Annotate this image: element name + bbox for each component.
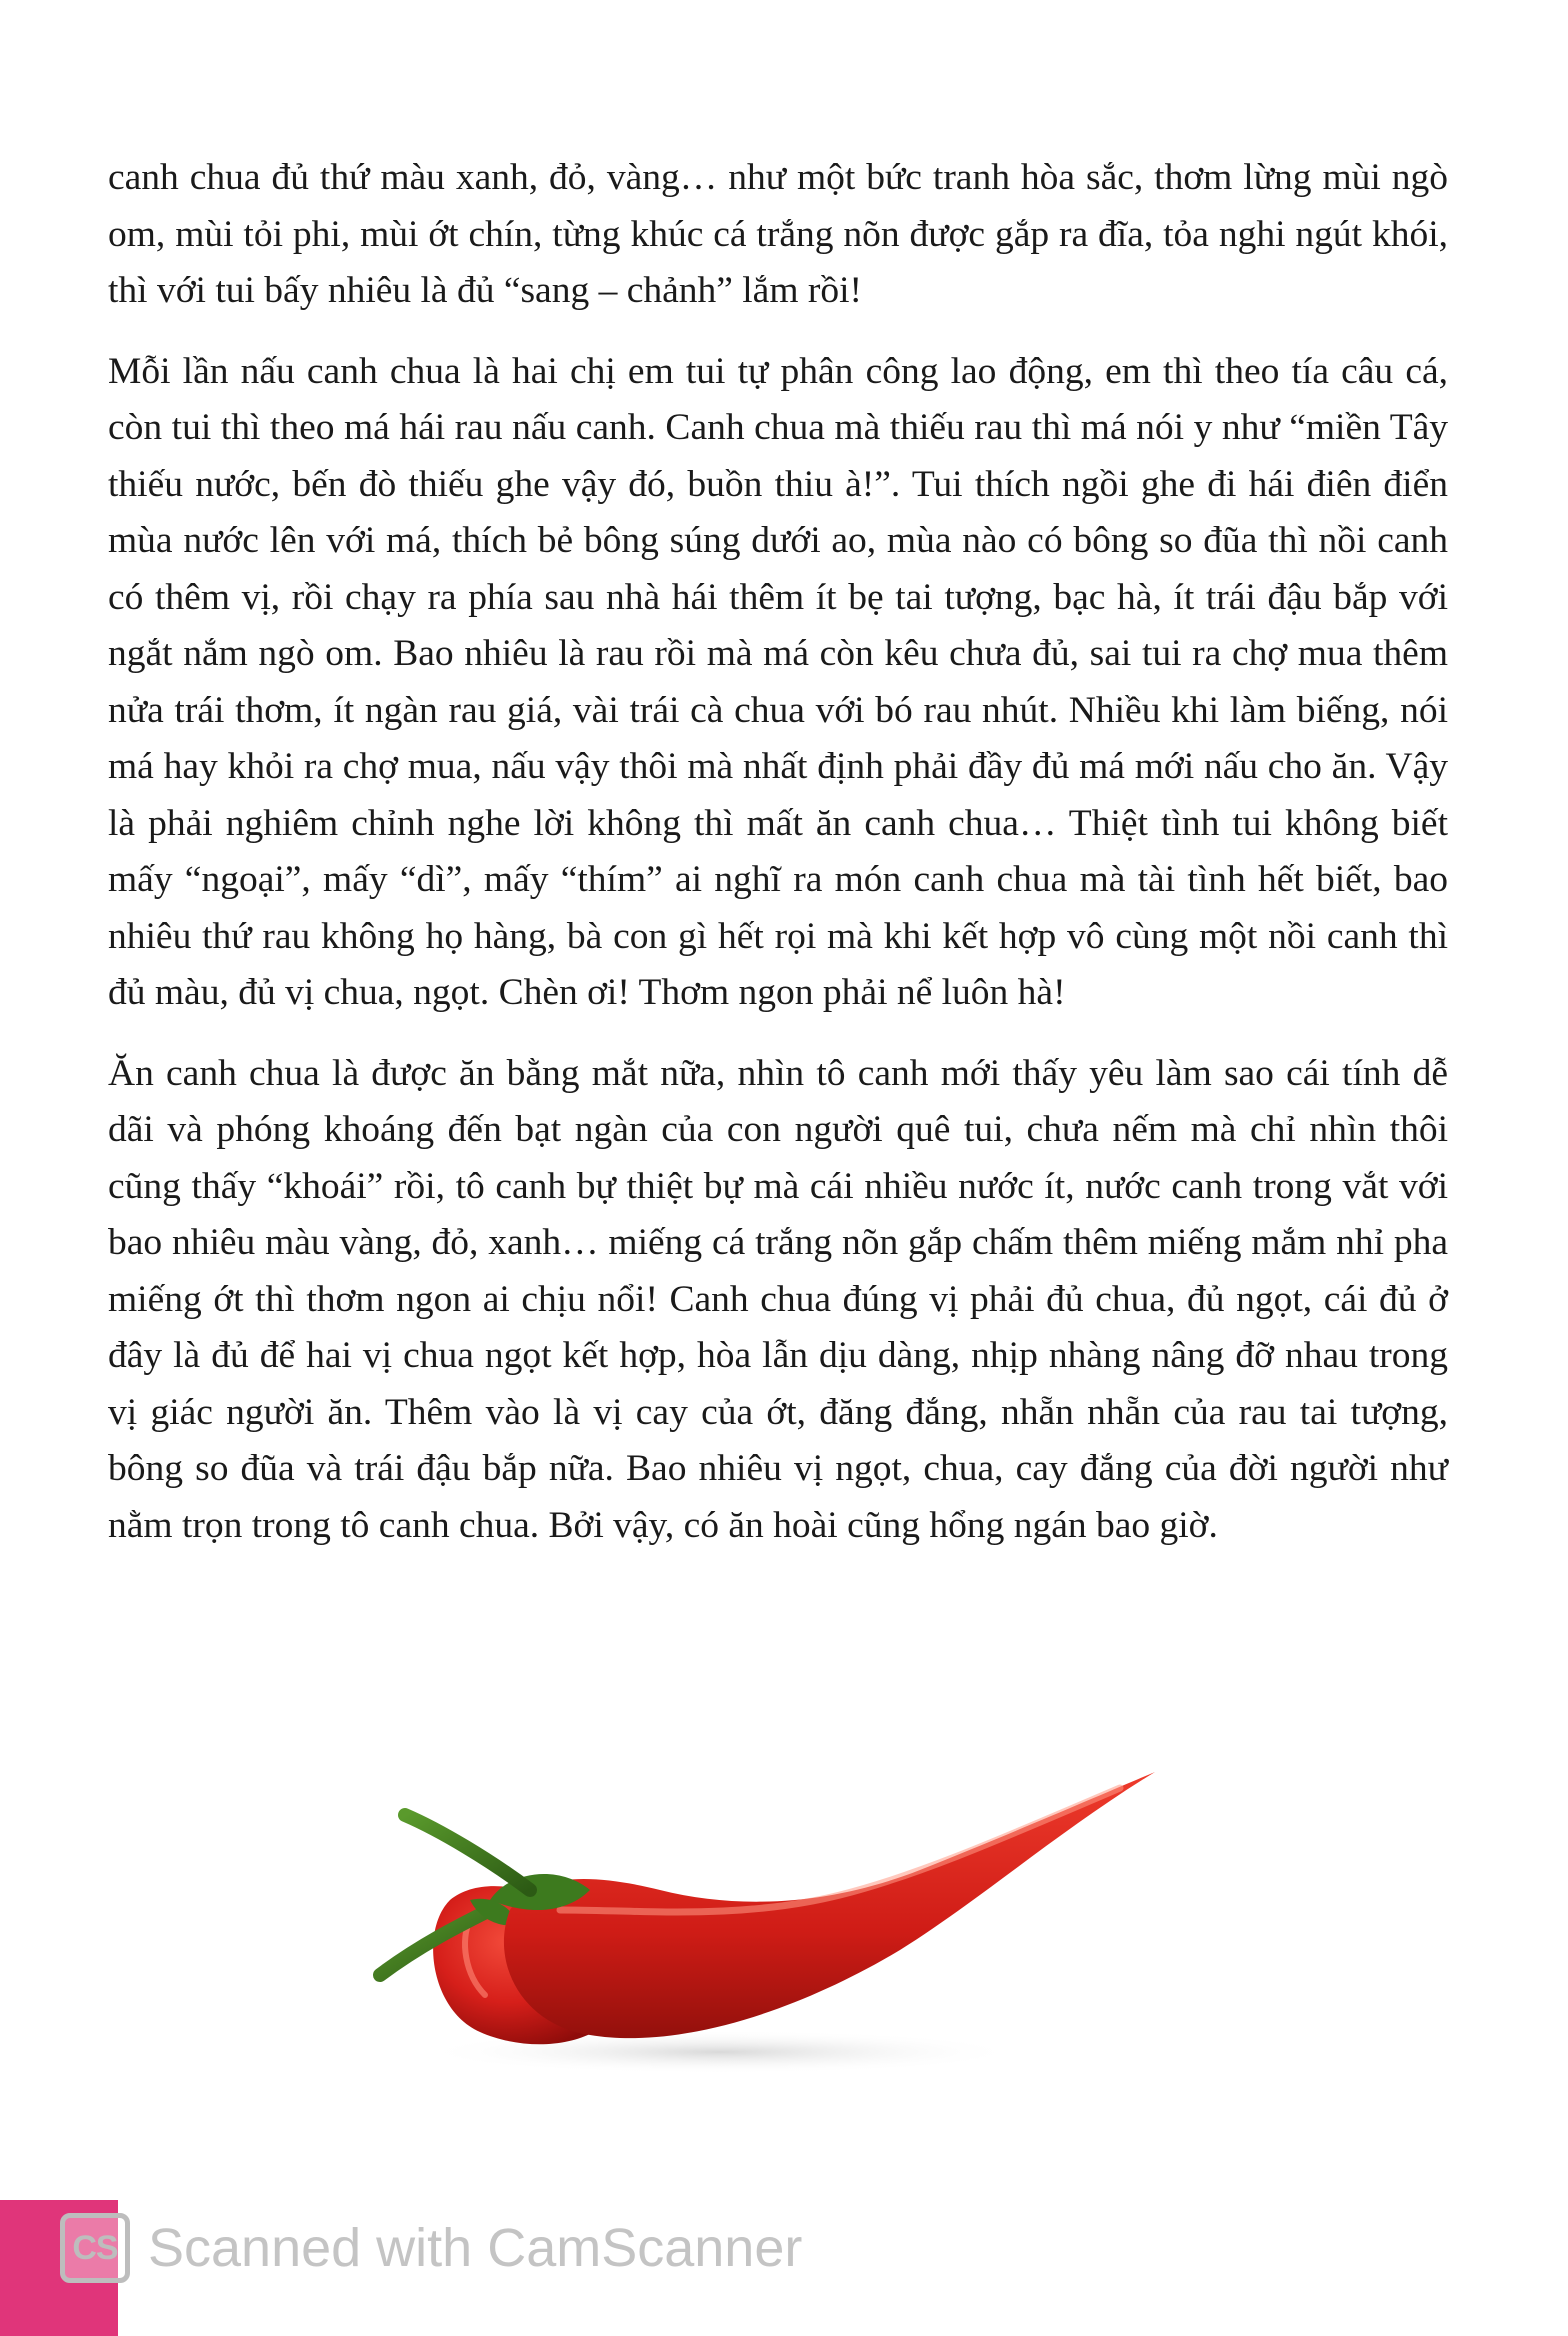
body-text — [108, 150, 1448, 1578]
paragraph-1: canh chua đủ thứ màu xanh, đỏ, vàng… như một bức tranh hòa sắc, thơm lừng mùi ngò om, mùi tỏi phi, mùi ớt chín, từng khúc cá trắng nõn được gắp ra đĩa, tỏa nghi ngút khói, thì với tui bấy nhiêu là đủ “sang – chảnh” lắm rồi! — [108, 157, 1448, 311]
chili-peppers-illustration — [360, 1760, 1180, 2080]
camscanner-logo-icon: CS — [60, 2213, 130, 2283]
chili-peppers-image — [360, 1760, 1180, 2080]
watermark-text: Scanned with CamScanner — [148, 2218, 803, 2278]
camscanner-watermark — [60, 2208, 802, 2288]
large-chili-stem — [405, 1815, 530, 1890]
paragraph-3: Ăn canh chua là được ăn bằng mắt nữa, nhìn tô canh mới thấy yêu làm sao cái tính dễ dãi và phóng khoáng đến bạt ngàn của con người quê tui, chưa nếm mà chỉ nhìn thôi cũng thấy “khoái” rồi, tô canh bự thiệt bự mà cái nhiều nước ít, nước canh trong vắt với bao nhiêu màu vàng, đỏ, xanh… miếng cá trắng nõn gắp chấm thêm miếng mắm nhỉ pha miếng ớt thì thơm ngon ai chịu nổi! Canh chua đúng vị phải đủ chua, đủ ngọt, cái đủ ở đây là đủ để hai vị chua ngọt kết hợp, hòa lẫn dịu dàng, nhịp nhàng nâng đỡ nhau trong vị giác người ăn. Thêm vào là vị cay của ớt, đăng đắng, nhẵn nhẵn của rau tai tượng, bông so đũa và trái đậu bắp nữa. Bao nhiêu vị ngọt, chua, cay đắng của đời người như nằm trọn trong tô canh chua. Bởi vậy, có ăn hoài cũng hổng ngán bao giờ. — [108, 1052, 1448, 1546]
paragraph-2: Mỗi lần nấu canh chua là hai chị em tui tự phân công lao động, em thì theo tía câu cá, còn tui thì theo má hái rau nấu canh. Canh chua mà thiếu rau thì má nói y như “miền Tây thiếu nước, bến đò thiếu ghe vậy đó, buồn thiu à!”. Tui thích ngồi ghe đi hái điên điển mùa nước lên với má, thích bẻ bông súng dưới ao, mùa nào có bông so đũa thì nồi canh có thêm vị, rồi chạy ra phía sau nhà hái thêm ít bẹ tai tượng, bạc hà, ít trái đậu bắp với ngắt nắm ngò om. Bao nhiêu là rau rồi mà má còn kêu chưa đủ, sai tui ra chợ mua thêm nửa trái thơm, ít ngàn rau giá, vài trái cà chua với bó rau nhút. Nhiều khi làm biếng, nói má hay khỏi ra chợ mua, nấu vậy thôi mà nhất định phải đầy đủ má mới nấu cho ăn. Vậy là phải nghiêm chỉnh nghe lời không thì mất ăn canh chua… Thiệt tình tui không biết mấy “ngoại”, mấy “dì”, mấy “thím” ai nghĩ ra món canh chua mà tài tình hết biết, bao nhiêu thứ rau không họ hàng, bà con gì hết rọi mà khi kết hợp vô cùng một nồi canh thì đủ màu, đủ vị chua, ngọt. Chèn ơi! Thơm ngon phải nể luôn hà! — [108, 350, 1448, 1013]
